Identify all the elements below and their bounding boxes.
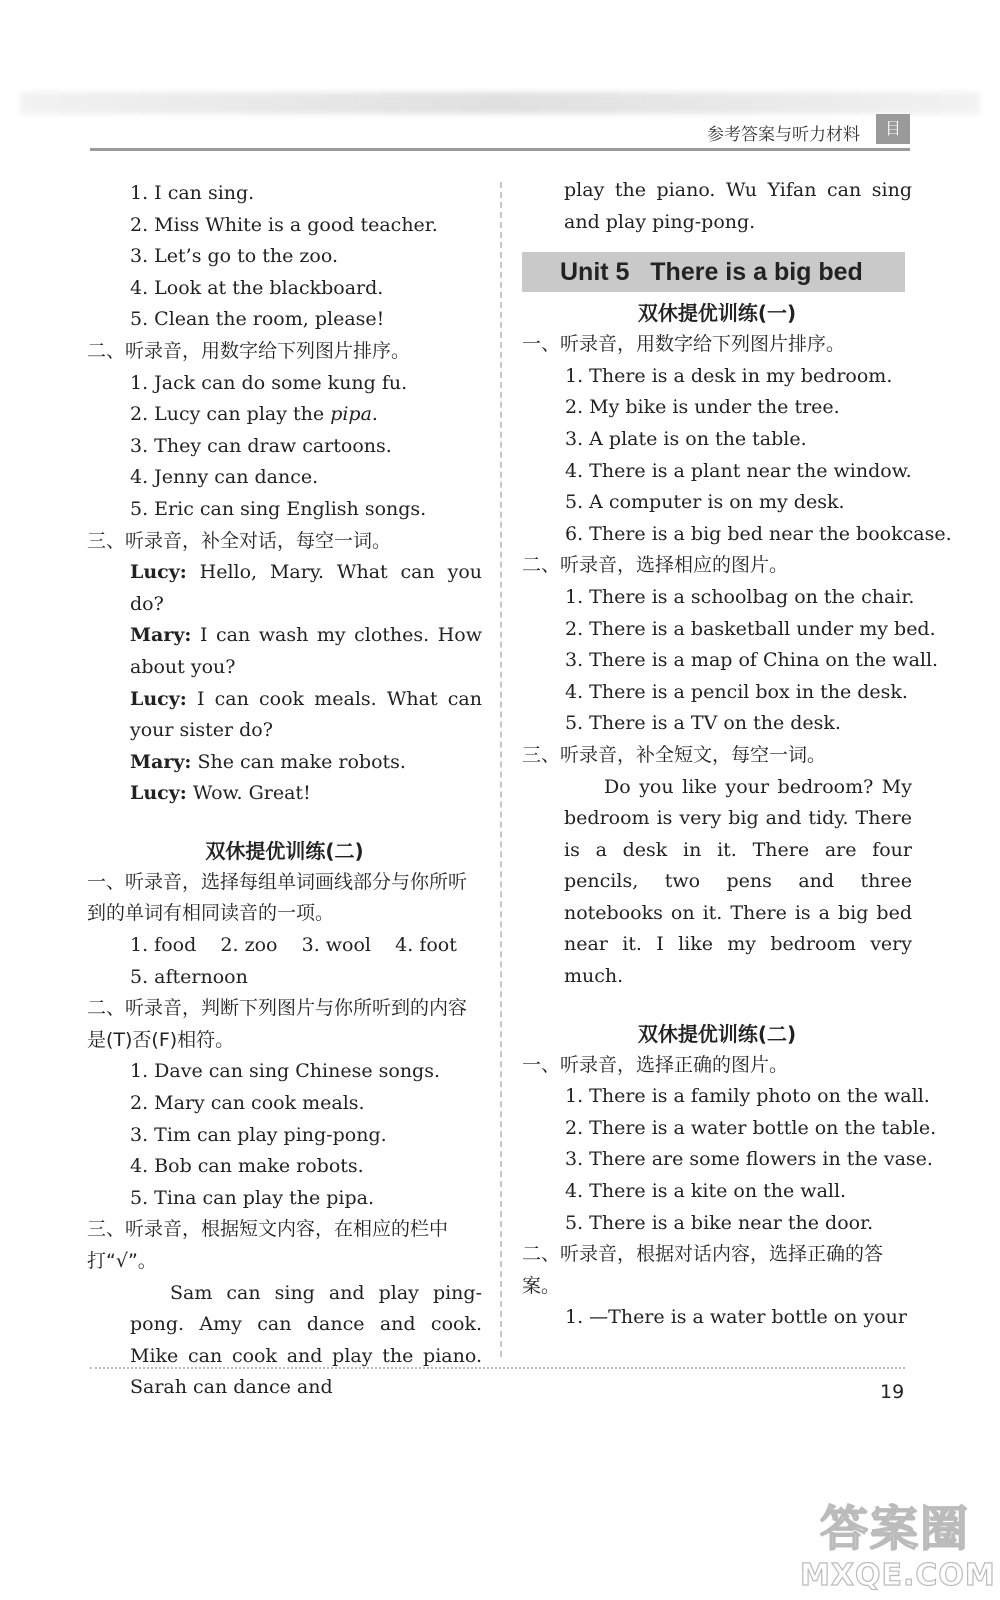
passage: Sam can sing and play ping-pong. Amy can dance and cook. Mike can cook and play the piano. Sarah can dance and (130, 1281, 482, 1399)
list-item (87, 399, 482, 431)
section-title: 三、听录音，根据短文内容，在相应的栏中打“√”。 (87, 1218, 449, 1272)
list-item: 5. There is a bike near the door. (565, 1211, 874, 1234)
list-item: 3. Let’s go to the zoo. (130, 245, 338, 268)
speaker: Lucy: (130, 782, 187, 805)
watermark-url: MXQE.COM (800, 1558, 996, 1593)
list-item: 1. There is a family photo on the wall. (565, 1085, 930, 1108)
dialogue-line (87, 778, 482, 810)
subsection-title: 双休提优训练(二) (637, 1021, 797, 1046)
section-title: 三、听录音，补全对话，每空一词。 (87, 529, 392, 552)
left-column (87, 178, 482, 1404)
section-title: 二、听录音，判断下列图片与你所听到的内容是(T)否(F)相符。 (87, 997, 468, 1051)
speaker: Mary: (130, 750, 192, 773)
list-item: 5. Tina can play the pipa. (130, 1186, 375, 1209)
list-item: 2. There is a basketball under my bed. (565, 617, 936, 640)
list-item-text: 2. Lucy can play the (130, 403, 331, 426)
section-title: 一、听录音，用数字给下列图片排序。 (522, 333, 846, 356)
dialogue-text: Wow. Great! (186, 782, 311, 805)
list-item: 5. A computer is on my desk. (565, 491, 845, 514)
list-item: 1. Jack can do some kung fu. (130, 371, 408, 394)
list-item: 5. There is a TV on the desk. (565, 712, 841, 735)
dialogue-text: She can make robots. (191, 750, 406, 773)
column-divider (500, 182, 502, 1357)
list-item: 2. There is a water bottle on the table. (565, 1116, 937, 1139)
list-item-end: . (371, 403, 378, 426)
list-item: 1. —There is a water bottle on your (565, 1306, 907, 1329)
list-item: 3. They can draw cartoons. (130, 434, 392, 457)
unit-title-bar: Unit 5 There is a big bed (522, 252, 905, 292)
list-item: 5. Clean the room, please! (130, 308, 385, 331)
subsection-title: 双休提优训练(二) (205, 838, 364, 863)
dialogue-line (87, 684, 482, 747)
list-item: 4. There is a plant near the window. (565, 459, 912, 482)
passage-continued: play the piano. Wu Yifan can sing and play ping-pong. (564, 179, 912, 233)
passage: Do you like your bedroom? My bedroom is very big and tidy. There is a desk in it. There are four pencils, two pens and three notebooks on it. There is a big bed near it. I like my bedroom very much. (564, 775, 912, 988)
speaker: Lucy: (130, 687, 187, 710)
dialogue-line (87, 557, 482, 620)
list-item: 4. Jenny can dance. (130, 466, 319, 489)
pipa-word: pipa (330, 403, 372, 426)
dialogue-line (87, 747, 482, 779)
list-item: 1. There is a desk in my bedroom. (565, 364, 893, 387)
page-header (90, 108, 910, 151)
list-item: 3. Tim can play ping-pong. (130, 1123, 387, 1146)
list-item: 5. Eric can sing English songs. (130, 497, 427, 520)
dialogue-line (87, 620, 482, 683)
section-title: 二、听录音，用数字给下列图片排序。 (87, 339, 411, 362)
word-list: 1. food 2. zoo 3. wool 4. foot (130, 934, 457, 957)
list-item: 4. There is a kite on the wall. (565, 1180, 847, 1203)
watermark-logo: 答案圈 (820, 1501, 971, 1557)
dialogue-text: I can cook meals. What can your sister do? (130, 687, 482, 742)
subsection-title: 双休提优训练(一) (637, 301, 797, 326)
right-column (522, 175, 952, 1334)
section-title: 二、听录音，选择相应的图片。 (522, 554, 789, 577)
list-item: 2. Miss White is a good teacher. (130, 213, 438, 236)
list-item: 6. There is a big bed near the bookcase. (565, 522, 952, 545)
list-item: 4. Look at the blackboard. (130, 276, 384, 299)
list-item: 1. There is a schoolbag on the chair. (565, 585, 915, 608)
page-number: 19 (880, 1381, 905, 1403)
list-item: 1. Dave can sing Chinese songs. (130, 1060, 441, 1083)
dialogue-text: I can wash my clothes. How about you? (130, 624, 482, 678)
footer-rule (90, 1367, 905, 1369)
list-item: 3. There are some flowers in the vase. (565, 1148, 933, 1171)
section-title: 二、听录音，根据对话内容，选择正确的答案。 (522, 1243, 884, 1297)
list-item: 4. Bob can make robots. (130, 1155, 364, 1178)
list-item: 2. My bike is under the tree. (565, 396, 840, 419)
section-title: 一、听录音，选择每组单词画线部分与你所听到的单词有相同读音的一项。 (87, 870, 468, 925)
list-item: 2. Mary can cook meals. (130, 1092, 365, 1115)
header-tab-icon: 目 (876, 114, 910, 144)
list-item: 4. There is a pencil box in the desk. (565, 680, 908, 703)
section-title: 一、听录音，选择正确的图片。 (522, 1053, 789, 1076)
section-title: 三、听录音，补全短文，每空一词。 (522, 743, 827, 766)
speaker: Lucy: (130, 561, 187, 584)
header-title: 参考答案与听力材料 (707, 125, 860, 145)
list-item: 1. I can sing. (130, 182, 255, 204)
dialogue-text: Hello, Mary. What can you do? (130, 561, 482, 615)
speaker: Mary: (130, 624, 192, 647)
word-list: 5. afternoon (130, 965, 248, 988)
list-item: 3. There is a map of China on the wall. (565, 649, 939, 672)
list-item: 3. A plate is on the table. (565, 427, 807, 450)
